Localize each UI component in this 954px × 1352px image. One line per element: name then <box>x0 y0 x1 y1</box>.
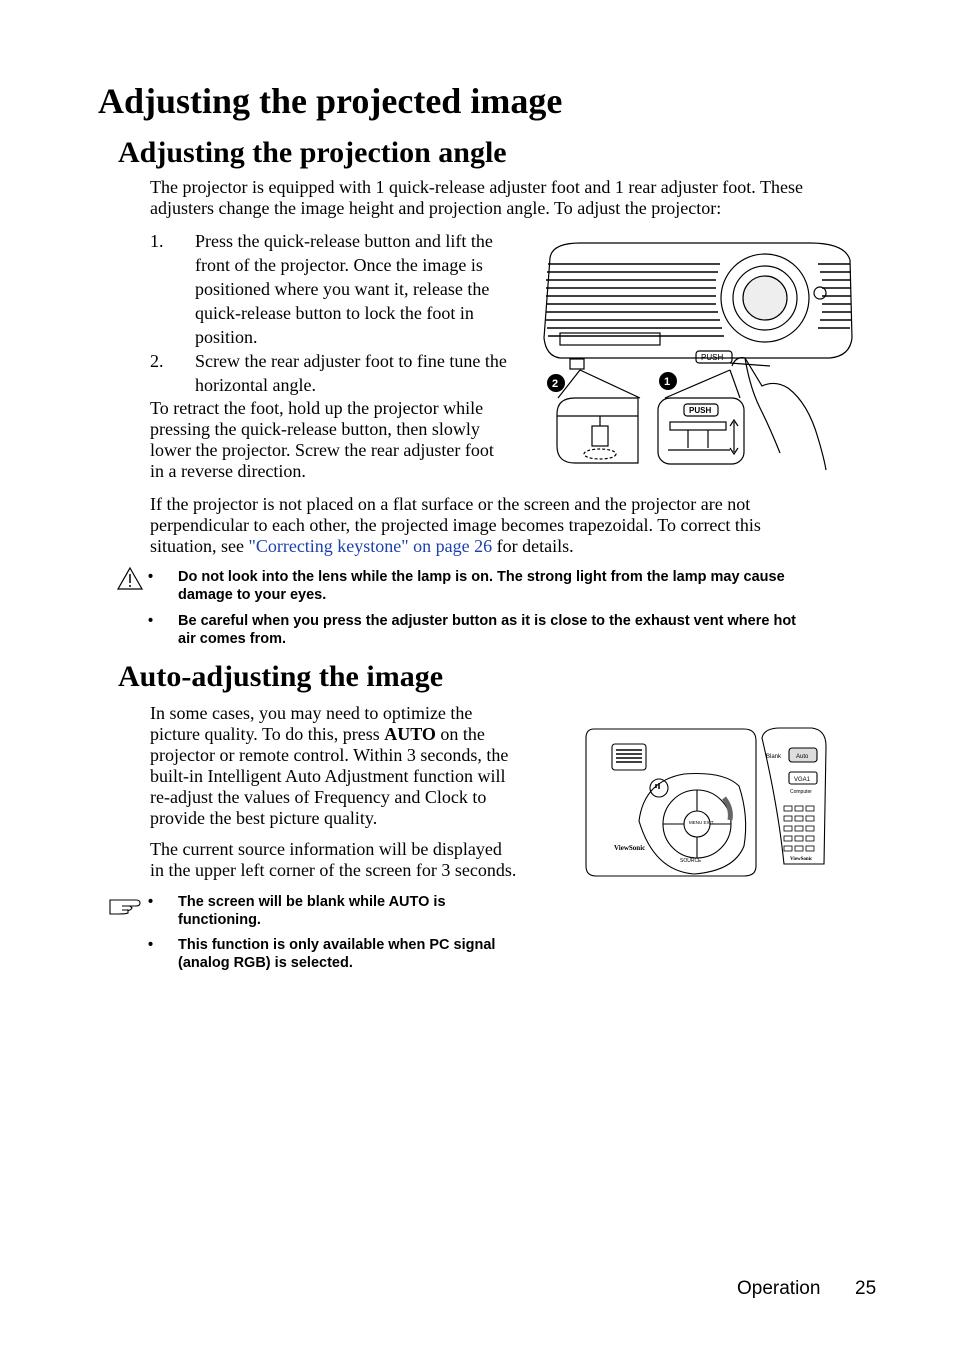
projector-adjuster-figure <box>540 238 855 470</box>
retract-paragraph: To retract the foot, hold up the projector while pressing the quick-release button, then slowly lower the projector. Screw the rear adjuster foot in a reverse direction. <box>150 398 494 481</box>
remote-vga-label: VGA1 <box>794 777 811 783</box>
step-line: Screw the rear adjuster foot to fine tune the <box>195 351 507 371</box>
keystone-paragraph: If the projector is not placed on a flat surface or the screen and the projector are not perpendicular to each other, the projected image becomes trapezoidal. To correct this situation, see "Correcting keystone" on page 26 for details. <box>150 494 761 556</box>
keystone-link[interactable]: "Correcting keystone" on page 26 <box>248 536 493 556</box>
step-line: Press the quick-release button and lift the <box>195 231 493 251</box>
source-info-paragraph: The current source information will be displayed in the upper left corner of the screen for 3 seconds. <box>150 839 517 880</box>
projector-brand-label: ViewSonic <box>614 844 646 852</box>
section-heading-projection-angle: Adjusting the projection angle <box>118 136 507 169</box>
note-hand-icon <box>108 894 148 916</box>
step-number: 2. <box>150 351 164 371</box>
marker-2: 2 <box>552 378 559 390</box>
source-label: SOURCE <box>680 858 702 864</box>
section-heading-auto-adjust: Auto-adjusting the image <box>118 660 444 693</box>
auto-keyword: AUTO <box>384 724 436 744</box>
step-line: front of the projector. Once the image is <box>195 255 483 275</box>
step-line: position. <box>195 327 258 347</box>
marker-1: 1 <box>664 376 671 388</box>
push-label-detail: PUSH <box>689 406 712 415</box>
remote-blank-label: Blank <box>766 754 782 760</box>
push-label: PUSH <box>701 353 724 362</box>
page-title: Adjusting the projected image <box>98 81 563 121</box>
step-line: horizontal angle. <box>195 375 316 395</box>
remote-computer-label: Computer <box>790 789 812 795</box>
warning-icon <box>116 566 144 592</box>
step-line: quick-release button to lock the foot in <box>195 303 474 323</box>
menu-exit-label: MENU EXIT <box>689 820 714 825</box>
footer-section-name: Operation <box>737 1278 821 1299</box>
footer-page-number: 25 <box>855 1278 877 1299</box>
intro-paragraph: The projector is equipped with 1 quick-release adjuster foot and 1 rear adjuster foot. These adjusters change the image height and projection angle. To adjust the projector: <box>150 177 803 218</box>
step-line: positioned where you want it, release the <box>195 279 490 299</box>
remote-auto-label: Auto <box>796 754 809 760</box>
auto-paragraph: In some cases, you may need to optimize the picture quality. To do this, press AUTO on the projector or remote control. Within 3 seconds, the built-in Intelligent Auto Adjustment function will re-adjust the values of Frequency and Clock to provide the best picture quality. <box>150 703 509 828</box>
step-number: 1. <box>150 231 164 251</box>
remote-brand-label: ViewSonic <box>790 857 813 862</box>
projector-remote-figure <box>584 726 829 878</box>
